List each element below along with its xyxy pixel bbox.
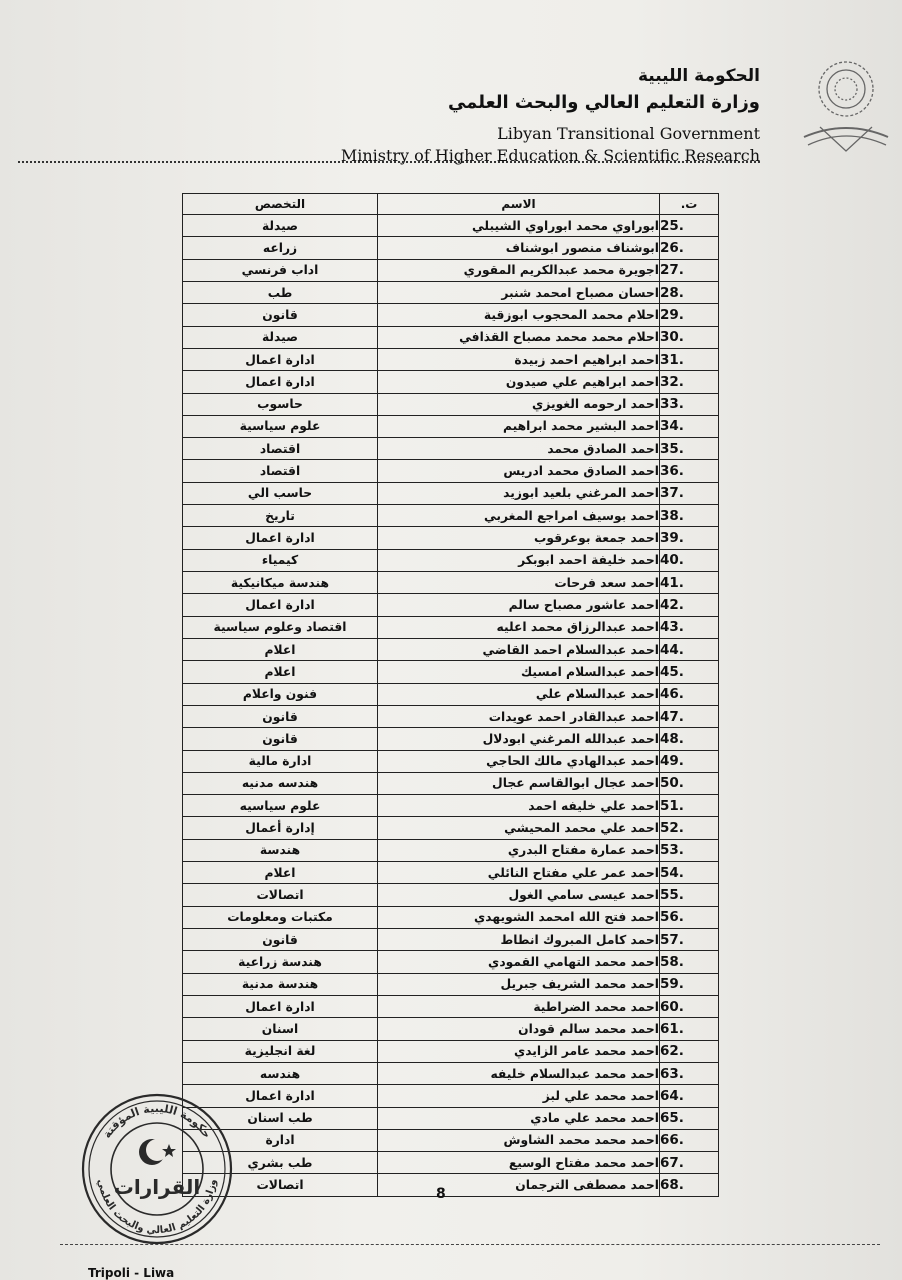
row-specialization: ادارة اعمال [183,348,378,370]
row-name: احلام محمد المحجوب ابوزقية [378,304,660,326]
table-row [183,1085,719,1107]
table-row [183,1174,719,1196]
table-row [183,1018,719,1040]
row-name: احمد عبدالسلام احمد القاضي [378,638,660,660]
row-number: 64. [660,1085,719,1107]
row-specialization: لغة انجليزية [183,1040,378,1062]
row-specialization: فنون واعلام [183,683,378,705]
row-number: 32. [660,371,719,393]
row-number: 25. [660,215,719,237]
row-name: احمد المرغني بلعيد ابوزيد [378,482,660,504]
row-number: 27. [660,259,719,281]
row-number: 45. [660,661,719,683]
row-number: 34. [660,415,719,437]
table-row [183,1152,719,1174]
table-row [183,237,719,259]
row-number: 29. [660,304,719,326]
table-row [183,438,719,460]
header-name: الاسم [378,194,660,215]
table-row [183,304,719,326]
table-row [183,326,719,348]
row-specialization: زراعه [183,237,378,259]
row-number: 47. [660,705,719,727]
row-number: 31. [660,348,719,370]
row-name: احمد ارحومه الغويزي [378,393,660,415]
row-name: احمد جمعة بوعرقوب [378,527,660,549]
row-number: 35. [660,438,719,460]
row-specialization: اداب فرنسي [183,259,378,281]
row-specialization: إدارة أعمال [183,817,378,839]
row-name: احمد مصطفى الترجمان [378,1174,660,1196]
table-row [183,929,719,951]
row-name: احمد كامل المبروك انطاط [378,929,660,951]
row-name: احمد عمر علي مفتاح النائلي [378,862,660,884]
row-name: ابوشناف منصور ابوشناف [378,237,660,259]
table-header-row [183,194,719,215]
table-row [183,661,719,683]
ministry-name-english: Ministry of Higher Education & Scientific Research [340,146,760,165]
row-number: 59. [660,973,719,995]
row-specialization: حاسوب [183,393,378,415]
row-name: احمد ابراهيم احمد زبيدة [378,348,660,370]
row-specialization: اقتصاد وعلوم سياسية [183,616,378,638]
table-row [183,683,719,705]
row-name: احمد محمد علي مادي [378,1107,660,1129]
table-row [183,1129,719,1151]
row-number: 28. [660,281,719,303]
header-num: ت. [660,194,719,215]
row-specialization: هندسه مدنيه [183,772,378,794]
crescent-star-icon [139,1139,176,1165]
row-number: 37. [660,482,719,504]
row-number: 36. [660,460,719,482]
row-name: احمد عيسى سامي الغول [378,884,660,906]
row-specialization: اعلام [183,661,378,683]
table-row [183,505,719,527]
row-name: احمد عمارة مفتاح البدري [378,839,660,861]
table-body [183,215,719,1197]
table-row [183,728,719,750]
table-row [183,1040,719,1062]
table-row [183,482,719,504]
row-name: احمد محمد مفتاح الوسيع [378,1152,660,1174]
row-specialization: هندسه [183,1062,378,1084]
row-specialization: تاريخ [183,505,378,527]
row-number: 50. [660,772,719,794]
table-row [183,616,719,638]
ministry-emblem-icon [800,55,890,165]
table-row [183,839,719,861]
row-name: احمد عبدالهادي مالك الحاجي [378,750,660,772]
table-row [183,259,719,281]
table-row [183,795,719,817]
row-number: 43. [660,616,719,638]
ministry-name-arabic: وزارة التعليم العالي والبحث العلمي [447,92,760,113]
table-row [183,348,719,370]
row-specialization: ادارة [183,1129,378,1151]
row-name: احمد محمد عبدالسلام خليفه [378,1062,660,1084]
row-name: احمد علي خليفه احمد [378,795,660,817]
row-number: 49. [660,750,719,772]
row-number: 60. [660,995,719,1017]
row-number: 63. [660,1062,719,1084]
row-number: 41. [660,572,719,594]
row-name: احمد سعد فرحات [378,572,660,594]
row-number: 58. [660,951,719,973]
row-name: اجويرة محمد عبدالكريم المقوري [378,259,660,281]
row-specialization: هندسة مدنية [183,973,378,995]
row-number: 39. [660,527,719,549]
row-specialization: ادارة اعمال [183,995,378,1017]
table-row [183,638,719,660]
row-number: 65. [660,1107,719,1129]
row-name: احمد عبدالله المرغني ابودلال [378,728,660,750]
row-name: احمد محمد محمد الشاوش [378,1129,660,1151]
table-row [183,371,719,393]
row-name: احمد عبدالقادر احمد عويدات [378,705,660,727]
row-number: 54. [660,862,719,884]
row-number: 44. [660,638,719,660]
row-name: احلام محمد محمد مصباح القذافي [378,326,660,348]
row-number: 68. [660,1174,719,1196]
row-specialization: هندسة زراعية [183,951,378,973]
row-specialization: كيمياء [183,549,378,571]
row-number: 66. [660,1129,719,1151]
table-row [183,884,719,906]
row-name: احمد محمد التهامي القمودي [378,951,660,973]
row-name: احمد الصادق محمد ادريس [378,460,660,482]
row-name: احمد الصادق محمد [378,438,660,460]
row-name: احمد خليفة احمد ابوبكر [378,549,660,571]
row-specialization: ادارة اعمال [183,1085,378,1107]
row-number: 52. [660,817,719,839]
row-specialization: طب [183,281,378,303]
seal-center-text: القرارات [113,1175,201,1199]
row-specialization: ادارة مالية [183,750,378,772]
row-name: احمد بوسيف امراجع المغربي [378,505,660,527]
row-specialization: علوم سياسيه [183,795,378,817]
header-specialization: التخصص [183,194,378,215]
row-specialization: قانون [183,929,378,951]
row-name: احمد عاشور مصباح سالم [378,594,660,616]
row-name: احمد محمد الشريف جبريل [378,973,660,995]
row-specialization: قانون [183,728,378,750]
row-specialization: ادارة اعمال [183,527,378,549]
row-name: احمد عبدالسلام امسيك [378,661,660,683]
row-number: 56. [660,906,719,928]
row-number: 26. [660,237,719,259]
row-specialization: حاسب الي [183,482,378,504]
row-specialization: ادارة اعمال [183,594,378,616]
table-row [183,281,719,303]
row-specialization: اعلام [183,862,378,884]
row-number: 40. [660,549,719,571]
row-specialization: اقتصاد [183,438,378,460]
row-specialization: قانون [183,304,378,326]
row-number: 30. [660,326,719,348]
row-name: احمد محمد الضراطية [378,995,660,1017]
official-seal-stamp [78,1090,236,1248]
government-name-english: Libyan Transitional Government [497,124,760,143]
row-specialization: اتصالات [183,1174,378,1196]
table-row [183,995,719,1017]
table-row [183,973,719,995]
row-specialization: اقتصاد [183,460,378,482]
table-row [183,862,719,884]
row-name: احمد محمد علي لبز [378,1085,660,1107]
table-row [183,951,719,973]
table-row [183,772,719,794]
row-name: احمد محمد سالم قودان [378,1018,660,1040]
seal-top-text: حكومة الليبية المؤقتة [100,1101,214,1141]
row-number: 53. [660,839,719,861]
row-specialization: اعلام [183,638,378,660]
table-row [183,215,719,237]
row-specialization: صيدلة [183,326,378,348]
row-number: 46. [660,683,719,705]
row-name: احمد ابراهيم علي صيدون [378,371,660,393]
row-number: 62. [660,1040,719,1062]
row-name: احسان مصباح امحمد شنبر [378,281,660,303]
row-name: احمد عجال ابوالقاسم عجال [378,772,660,794]
header-divider [18,161,760,163]
row-specialization: هندسة ميكانيكية [183,572,378,594]
row-number: 48. [660,728,719,750]
table-row [183,415,719,437]
table-row [183,527,719,549]
table-row [183,1062,719,1084]
footer-address: Tripoli - Liwa [88,1266,175,1280]
footer-divider [60,1244,880,1245]
table-row [183,460,719,482]
seal-bottom-text: وزارة التعليم العالي والبحث العلمي [95,1178,219,1237]
row-specialization: طب اسنان [183,1107,378,1129]
row-specialization: علوم سياسية [183,415,378,437]
row-name: احمد فتح الله امحمد الشويهدي [378,906,660,928]
row-number: 57. [660,929,719,951]
names-table [182,193,719,1197]
row-name: احمد عبدالرزاق محمد اعليه [378,616,660,638]
table-row [183,817,719,839]
table-row [183,906,719,928]
row-name: احمد علي محمد المحيشي [378,817,660,839]
row-number: 33. [660,393,719,415]
row-number: 42. [660,594,719,616]
row-specialization: قانون [183,705,378,727]
row-number: 51. [660,795,719,817]
table-row [183,705,719,727]
row-name: احمد البشير محمد ابراهيم [378,415,660,437]
row-specialization: هندسة [183,839,378,861]
row-number: 67. [660,1152,719,1174]
table-row [183,572,719,594]
row-specialization: صيدلة [183,215,378,237]
table-row [183,594,719,616]
row-number: 55. [660,884,719,906]
row-name: ابوراوي محمد ابوراوي الشيبلي [378,215,660,237]
row-specialization: اتصالات [183,884,378,906]
row-number: 38. [660,505,719,527]
government-name-arabic: الحكومة الليبية [637,66,760,86]
row-name: احمد عبدالسلام علي [378,683,660,705]
table-row [183,750,719,772]
row-specialization: مكتبات ومعلومات [183,906,378,928]
row-specialization: طب بشري [183,1152,378,1174]
row-specialization: اسنان [183,1018,378,1040]
row-specialization: ادارة اعمال [183,371,378,393]
page-number: 8 [436,1186,446,1202]
row-number: 61. [660,1018,719,1040]
table-row [183,1107,719,1129]
table-row [183,393,719,415]
row-name: احمد محمد عامر الزايدي [378,1040,660,1062]
table-row [183,549,719,571]
